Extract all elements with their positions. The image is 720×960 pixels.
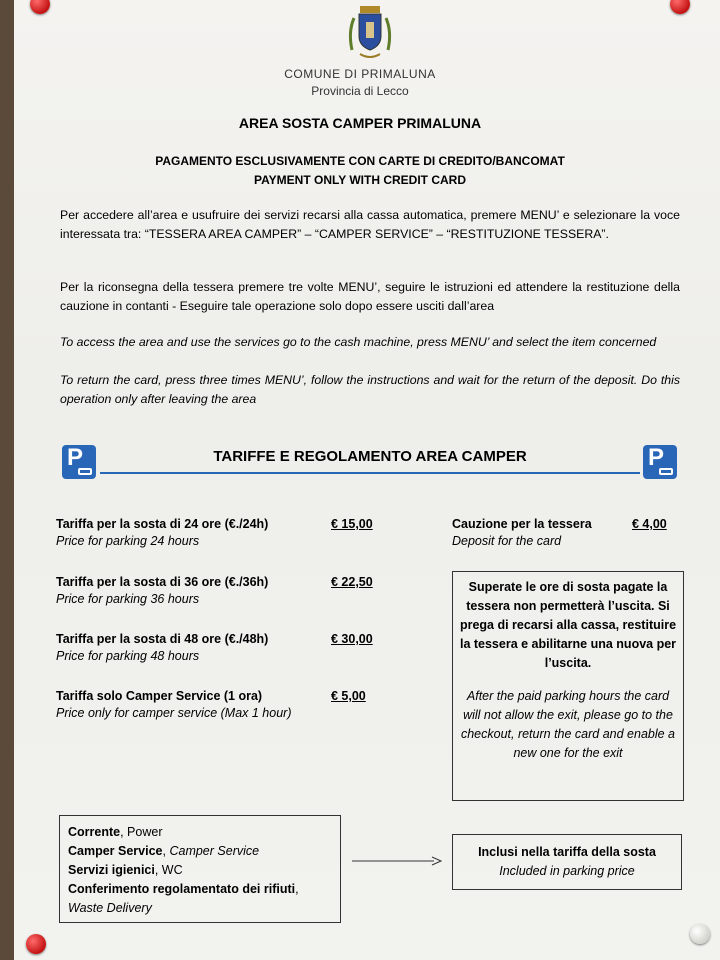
payment-notice-it: PAGAMENTO ESCLUSIVAMENTE CON CARTE DI CREDITO/BANCOMAT — [155, 154, 565, 168]
municipality-name: COMUNE DI PRIMALUNA — [284, 67, 436, 81]
rate-price: € 15,00 — [331, 517, 373, 531]
parking-letter: P — [648, 444, 665, 471]
camper-icon — [78, 468, 92, 475]
red-pin-icon — [26, 934, 46, 954]
service-label-en: Camper Service — [169, 844, 260, 858]
white-pin-icon — [690, 924, 710, 944]
rate-label-it: Tariffa per la sosta di 48 ore (€./48h) — [56, 632, 269, 646]
rate-label-it: Tariffa solo Camper Service (1 ora) — [56, 689, 263, 703]
rate-label-en: Price for parking 48 hours — [56, 649, 200, 663]
service-item: Conferimento regolamentato dei rifiuti, Waste Delivery — [68, 882, 299, 915]
rate-label-it: Tariffa per la sosta di 36 ore (€./36h) — [56, 575, 269, 589]
parking-letter: P — [67, 444, 84, 471]
rate-price: € 22,50 — [331, 575, 373, 589]
rate-label-it: Tariffa per la sosta di 24 ore (€./24h) — [56, 517, 269, 531]
rate-label-en: Price for parking 24 hours — [56, 534, 200, 548]
province-name: Provincia di Lecco — [311, 84, 409, 98]
return-instructions-en: To return the card, press three times MENU’, follow the instructions and wait for the return of the deposit. Do this operation only after leaving the area — [60, 373, 680, 406]
service-label-it: Servizi igienici — [68, 863, 155, 877]
deposit-label-en: Deposit for the card — [452, 534, 562, 548]
service-label-en: Power — [127, 825, 163, 839]
rate-item — [56, 575, 386, 606]
rate-label-en: Price for parking 36 hours — [56, 592, 200, 606]
arrow-right-icon — [352, 856, 442, 866]
return-instructions-it: Per la riconsegna della tessera premere tre volte MENU’, seguire le istruzioni ed attendere la restituzione della cauzione in contanti - Eseguire tale operazione solo dopo essere usciti dall’area — [60, 280, 680, 313]
rate-price: € 5,00 — [331, 689, 366, 703]
access-instructions-en: To access the area and use the services go to the cash machine, press MENU’ and select the item concerned — [60, 335, 657, 349]
included-box — [452, 834, 682, 890]
page-title: AREA SOSTA CAMPER PRIMALUNA — [238, 115, 482, 131]
rate-label-en: Price only for camper service (Max 1 hour) — [56, 706, 292, 720]
section-divider — [100, 472, 640, 474]
overtime-notice-en: After the paid parking hours the card will not allow the exit, please go to the checkout, return the card and enable a new one for the exit — [460, 689, 676, 760]
included-label-en: Included in parking price — [499, 864, 635, 878]
deposit-price: € 4,00 — [632, 517, 667, 531]
service-item: Camper Service, Camper Service — [68, 844, 260, 858]
payment-notice-en: PAYMENT ONLY WITH CREDIT CARD — [253, 173, 466, 187]
included-label-it: Inclusi nella tariffa della sosta — [478, 845, 656, 859]
camper-icon — [659, 468, 673, 475]
rate-price: € 30,00 — [331, 632, 373, 646]
overtime-notice-box — [452, 571, 684, 801]
service-label-it: Corrente — [68, 825, 121, 839]
service-item: Servizi igienici, WC — [68, 863, 183, 877]
access-instructions-it: Per accedere all’area e usufruire dei servizi recarsi alla cassa automatica, premere MENU’ e selezionare la voce interessata tra: “TESSERA AREA CAMPER” – “CAMPER SERVICE” – “RESTITUZIONE TESSERA”. — [60, 208, 680, 241]
rate-item — [56, 517, 386, 548]
service-label-en: Waste Delivery — [68, 901, 152, 915]
service-label-en: WC — [161, 863, 183, 877]
coat-of-arms-icon — [344, 2, 396, 64]
section-title: TARIFFE E REGOLAMENTO AREA CAMPER — [213, 448, 527, 465]
rate-item — [56, 689, 386, 720]
services-box — [59, 815, 341, 923]
rate-item — [56, 632, 386, 663]
service-item: Corrente, Power — [68, 825, 163, 839]
overtime-notice-it: Superate le ore di sosta pagate la tessera non permetterà l’uscita. Si prega di recarsi alla cassa, restituire la tessera e abilitarne una nuova per l’uscita. — [459, 580, 677, 670]
deposit-item — [452, 517, 677, 548]
service-label-it: Camper Service — [68, 844, 163, 858]
deposit-label-it: Cauzione per la tessera — [452, 517, 592, 531]
service-label-it: Conferimento regolamentato dei rifiuti — [68, 882, 296, 896]
